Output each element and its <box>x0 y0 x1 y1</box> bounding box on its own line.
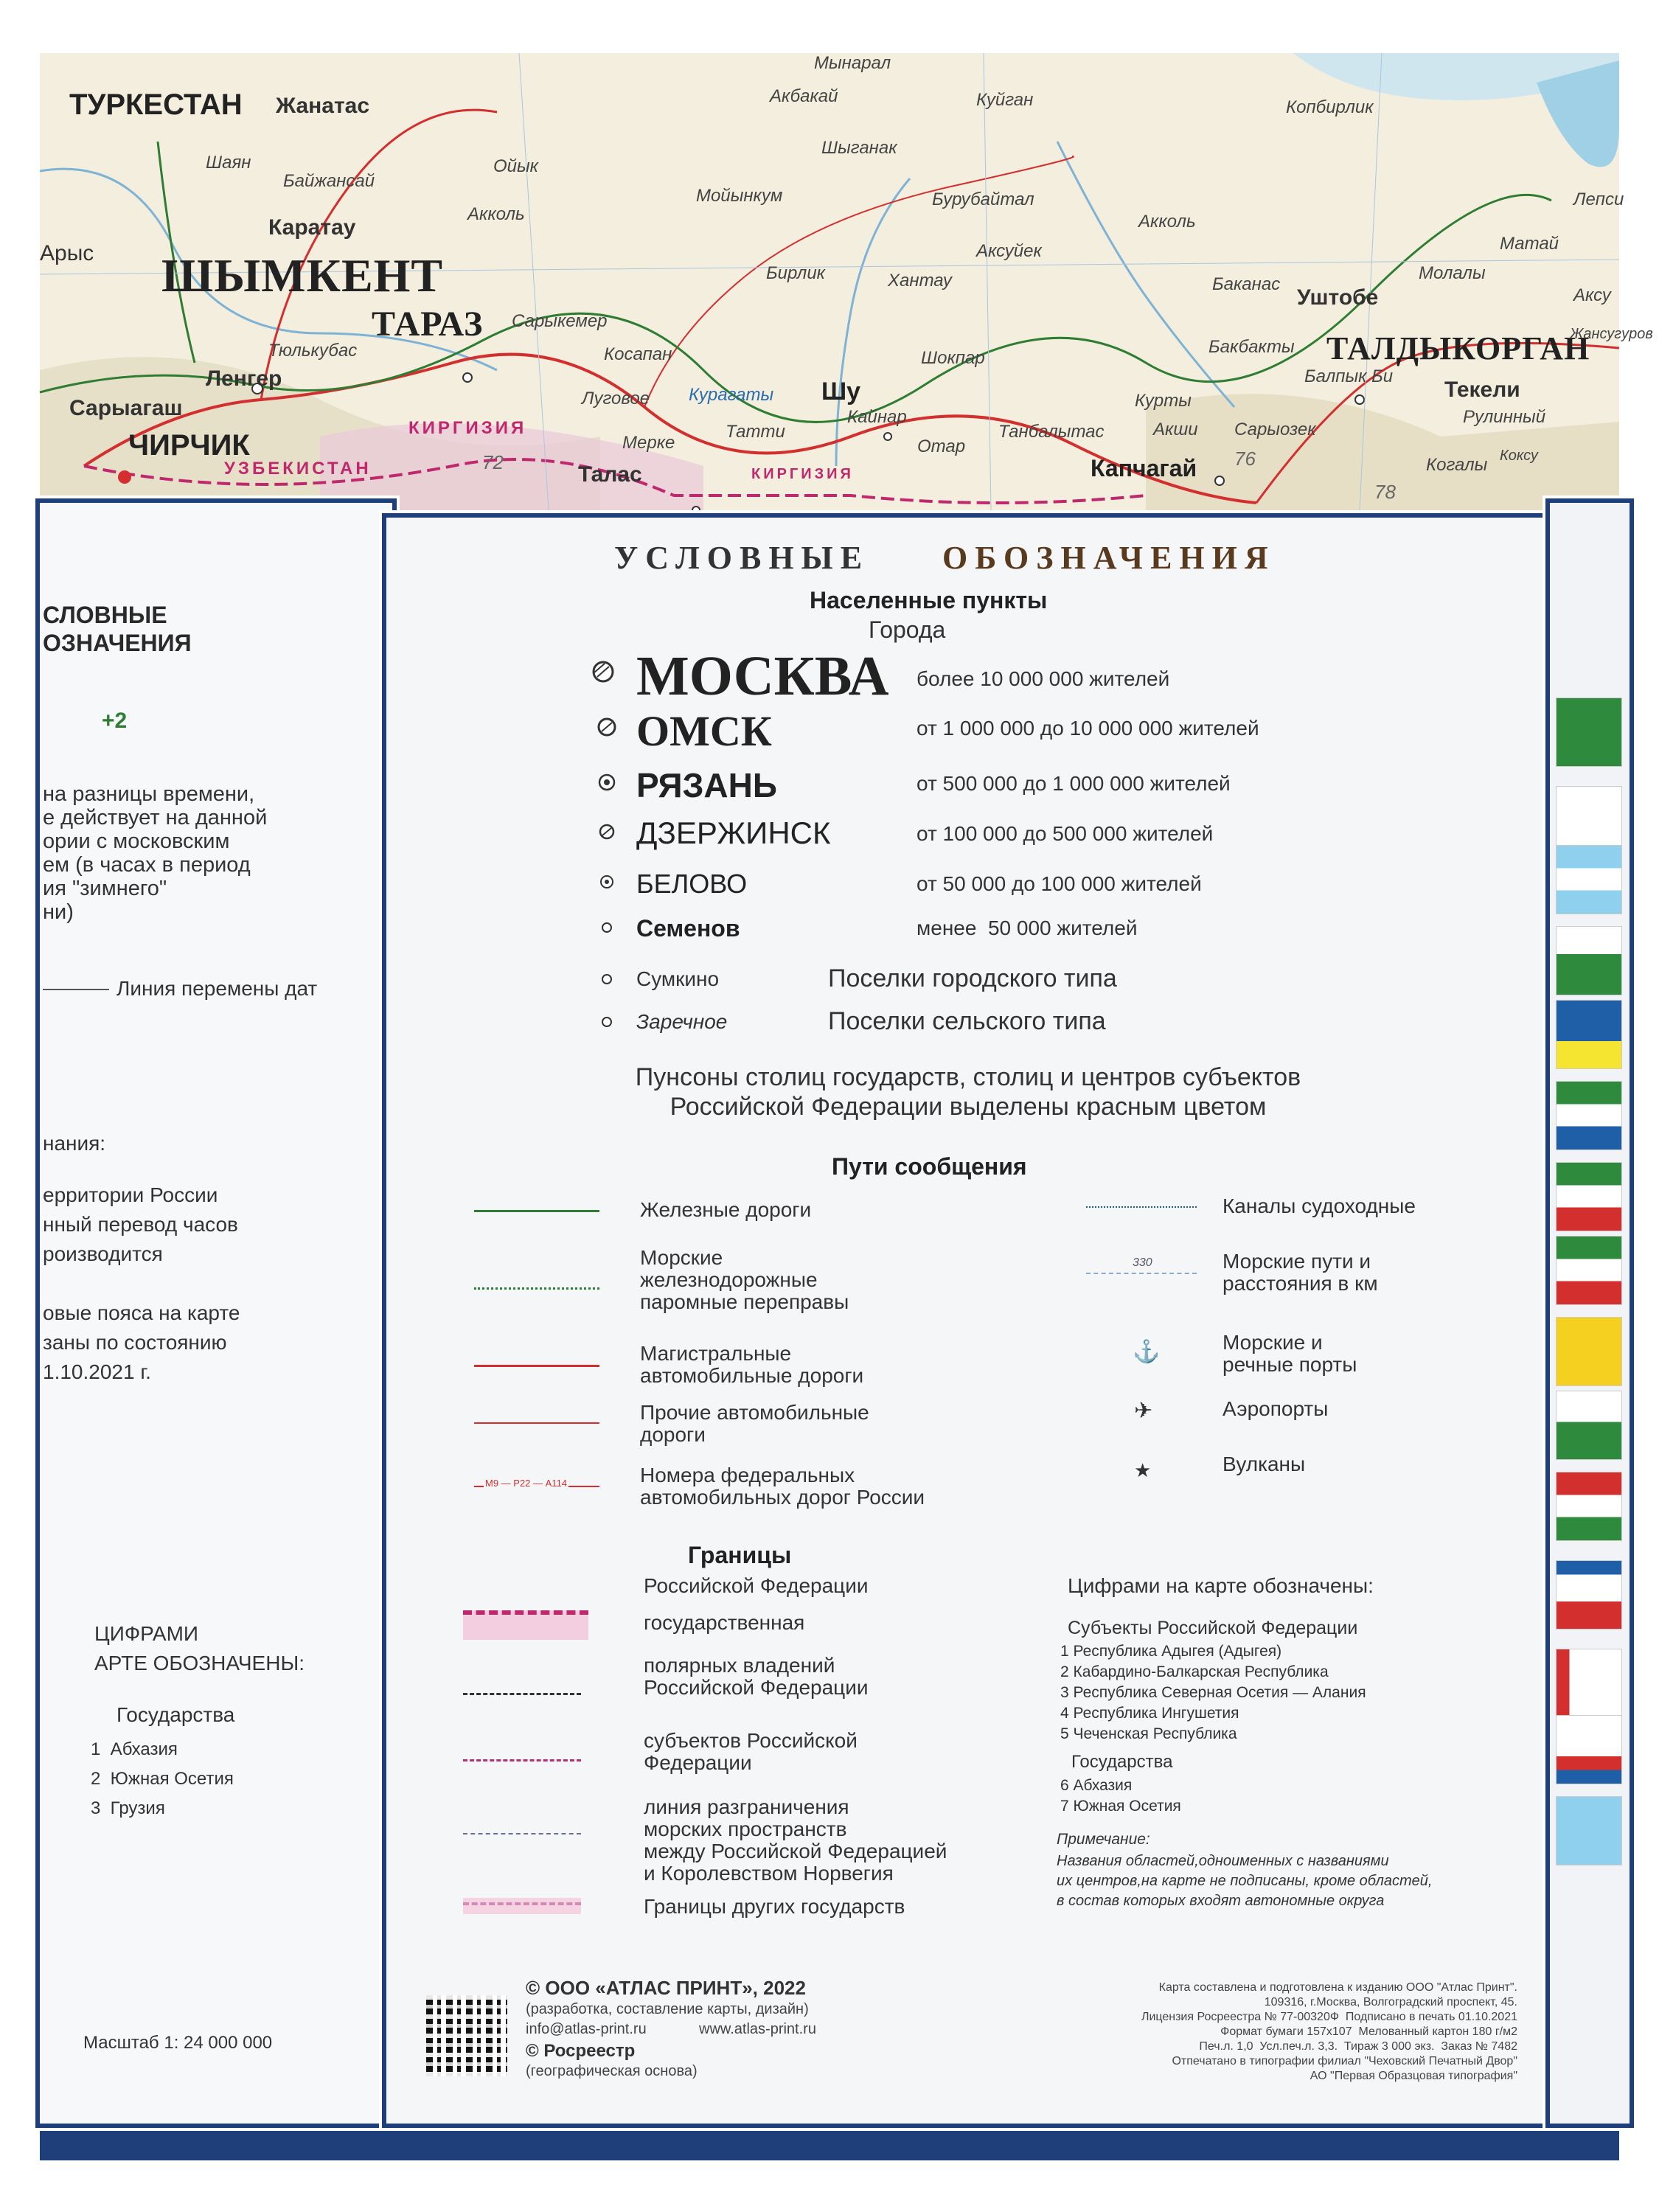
map-label-shyganak: Шыганак <box>821 138 897 158</box>
digits-title: Цифрами на карте обозначены: <box>1068 1574 1374 1597</box>
flag-yellow <box>1556 1317 1622 1386</box>
state-border-line <box>463 1610 588 1615</box>
main-legend-panel <box>379 510 1557 2131</box>
main-road-swatch <box>474 1365 599 1367</box>
map-label-kogaly: Когалы <box>1426 455 1488 475</box>
border-subjects: субъектов Российской Федерации <box>644 1729 858 1774</box>
flag-blue-white-red <box>1556 1560 1622 1630</box>
remark-title: Примечание: <box>1057 1831 1150 1848</box>
map-label-lugovoe: Луговое <box>582 389 650 408</box>
map-label-shymkent: ШЫМКЕНТ <box>161 249 444 302</box>
city-moscow: МОСКВА <box>636 645 889 707</box>
scale-label: Масштаб 1: 24 000 000 <box>83 2033 273 2053</box>
flag-green-white <box>1556 926 1622 995</box>
borders-title: Границы <box>688 1542 792 1568</box>
flag-red-white <box>1556 1649 1622 1718</box>
flag-tricolor-red <box>1556 1162 1622 1231</box>
map-label-kuygan: Куйган <box>976 90 1034 110</box>
other-border-swatch <box>463 1898 581 1914</box>
map-label-shu: Шу <box>821 378 861 406</box>
map-label-akkol-2: Акколь <box>1138 212 1196 232</box>
omsk-symbol <box>599 719 615 735</box>
date-line-swatch <box>43 989 109 990</box>
left-digits-title: ЦИФРАМИ АРТЕ ОБОЗНАЧЕНЫ: <box>94 1622 305 1674</box>
map-label-otar: Отар <box>917 437 966 456</box>
subject-1: 1 Республика Адыгея (Адыгея) <box>1060 1643 1282 1660</box>
map-number-72: 72 <box>482 451 504 473</box>
map-label-shokpar: Шокпар <box>921 348 985 368</box>
map-label-tanbalytas: Танбалытас <box>998 422 1105 442</box>
legend-title-a: УСЛОВНЫЕ <box>614 540 870 576</box>
timezone-badge: +2 <box>102 709 128 733</box>
village-zarechnoe-desc: Поселки сельского типа <box>828 1007 1106 1035</box>
copyright-atlas-note: (разработка, составление карты, дизайн) <box>526 2001 809 2017</box>
subjects-title: Субъекты Российской Федерации <box>1068 1618 1358 1638</box>
route-ferry: Морские железнодорожные паромные переправы <box>640 1246 849 1313</box>
subject-4: 4 Республика Ингушетия <box>1060 1705 1239 1722</box>
map-label-tatti: Татти <box>726 422 785 442</box>
map-label-khantau: Хантау <box>888 271 952 291</box>
imprint-text: Карта составлена и подготовлена к изданию ООО "Атлас Принт". 109316, г.Москва, Волгоградский проспект, 45. Лицензия Росреестра № 77-00320Ф Подписано в печать 01.10.2021 Формат бумаги 157х107 Мелованный картон 180 г/м2 Печ.л. 1,0 Усл.печ.л. 3,3. Тираж 3 000 экз. Заказ № 7482 Отпечатано в типографии филиал "Чеховский Печатный Двор" АО "Первая Образцовая типография" <box>1141 1981 1517 2082</box>
notes-title: нания: <box>43 1132 106 1155</box>
map-label-taraz: ТАРАЗ <box>372 305 484 344</box>
map-label-kaynar: Кайнар <box>847 407 907 427</box>
left-title-line1: СЛОВНЫЕ <box>43 602 167 628</box>
map-label-burubaytal: Бурубайтал <box>932 189 1034 209</box>
border-maritime: линия разграничения морских пространств между Российской Федерацией и Королевством Норвегия <box>644 1795 947 1885</box>
other-road-swatch <box>474 1422 599 1424</box>
maritime-border-swatch <box>463 1833 581 1834</box>
village-zarechnoe: Заречное <box>636 1010 728 1033</box>
route-ports: Морские и речные порты <box>1222 1331 1357 1376</box>
map-label-arys: Арыс <box>40 241 94 265</box>
map-number-78: 78 <box>1374 481 1396 503</box>
state-border-swatch <box>463 1610 588 1640</box>
copyright-rosreestr: © Росреестр <box>526 2041 636 2061</box>
railway-swatch <box>474 1210 599 1212</box>
route-road-numbers: Номера федеральных автомобильных дорог России <box>640 1464 925 1509</box>
map-label-lepsi: Лепси <box>1573 189 1624 209</box>
flag-light-blue <box>1556 1796 1622 1865</box>
route-main-road: Магистральные автомобильные дороги <box>640 1342 864 1387</box>
sea-route-swatch <box>1086 1273 1197 1274</box>
other-border-line <box>463 1902 581 1905</box>
map-label-moyynkum: Мойынкум <box>696 186 783 206</box>
map-label-kyrgyzstan-2: КИРГИЗИЯ <box>751 466 854 482</box>
volcano-icon: ★ <box>1134 1459 1152 1481</box>
border-state: государственная <box>644 1611 805 1634</box>
copyright-atlas: © ООО «АТЛАС ПРИНТ», 2022 <box>526 1977 806 1999</box>
map-label-uzbekistan: УЗБЕКИСТАН <box>224 459 372 479</box>
map-label-merke: Мерке <box>622 433 675 453</box>
map-label-zhanatas: Жанатас <box>276 94 370 118</box>
city-moscow-desc: более 10 000 000 жителей <box>917 667 1170 690</box>
map-label-ushtobe: Уштобе <box>1297 285 1379 310</box>
flag-blue-yellow <box>1556 1000 1622 1069</box>
city-ryazan-desc: от 500 000 до 1 000 000 жителей <box>917 772 1231 795</box>
city-dzerzhinsk: ДЗЕРЖИНСК <box>636 815 831 850</box>
map-label-zhansugurov: Жансугуров <box>1570 326 1653 342</box>
copyright-rosreestr-note: (географическая основа) <box>526 2063 698 2079</box>
map-label-oyyk: Ойык <box>493 156 539 176</box>
map-label-matay: Матай <box>1500 234 1559 254</box>
map-label-talas: Талас <box>578 462 642 487</box>
border-polar: полярных владений Российской Федерации <box>644 1654 869 1699</box>
map-label-saryagash: Сарыагаш <box>69 396 183 420</box>
border-other: Границы других государств <box>644 1895 905 1918</box>
map-label-chirchik: ЧИРЧИК <box>128 429 250 462</box>
borders-subtitle: Российской Федерации <box>644 1574 869 1597</box>
city-belovo: БЕЛОВО <box>636 869 748 899</box>
map-photo <box>40 53 1653 2160</box>
map-label-rulinny: Рулинный <box>1463 407 1546 427</box>
legend-title-b: ОБОЗНАЧЕНИЯ <box>942 540 1276 576</box>
contact-email[interactable]: info@atlas-print.ru <box>526 2021 647 2037</box>
legend-state-6: 6 Абхазия <box>1060 1777 1133 1794</box>
map-label-kopbirlik: Копбирлик <box>1286 97 1374 117</box>
left-legend-panel <box>32 495 400 2131</box>
flags-panel <box>1543 495 1637 2131</box>
flag-white-red-blue <box>1556 1715 1622 1784</box>
map-label-kurty: Курты <box>1135 391 1192 411</box>
settlements-title: Населенные пункты <box>810 587 1048 613</box>
legend-states-title: Государства <box>1071 1752 1173 1772</box>
remark-text: Названия областей,одноименных с названиями их центров,на карте не подписаны, кроме областей, в состав которых входят автономные округа <box>1057 1853 1433 1909</box>
belovo-symbol <box>601 876 613 888</box>
map-label-tekeli: Текели <box>1444 378 1520 402</box>
map-label-molaly: Молалы <box>1419 263 1486 283</box>
route-railway: Железные дороги <box>640 1198 812 1221</box>
left-states-title: Государства <box>116 1703 235 1726</box>
map-label-bakbakty: Бакбакты <box>1208 337 1295 357</box>
map-label-akkol: Акколь <box>467 204 525 224</box>
routes-title: Пути сообщения <box>832 1153 1027 1180</box>
contact-site[interactable]: www.atlas-print.ru <box>699 2021 816 2037</box>
map-label-akshi: Акши <box>1153 420 1198 439</box>
map-label-bayzhansay: Байжансай <box>283 171 375 191</box>
ferry-swatch <box>474 1287 599 1290</box>
semenov-symbol <box>602 923 611 932</box>
sea-distance-sample: 330 <box>1130 1256 1155 1270</box>
notes-text: ерритории России нный перевод часов роизводится овые пояса на карте заны по состоянию 1.10.2021 г. <box>43 1183 240 1383</box>
map-label-saryozek: Сарыозек <box>1234 420 1316 439</box>
route-canal: Каналы судоходные <box>1222 1194 1416 1217</box>
city-omsk-desc: от 1 000 000 до 10 000 000 жителей <box>917 717 1259 740</box>
map-label-kosapan: Косапан <box>604 344 672 364</box>
left-state-2: 2 Южная Осетия <box>91 1769 234 1789</box>
legend-state-7: 7 Южная Осетия <box>1060 1798 1181 1815</box>
map-number-76: 76 <box>1234 448 1256 470</box>
flag-blue-white <box>1556 845 1622 914</box>
map-label-kyrgyzstan: КИРГИЗИЯ <box>408 418 527 438</box>
map-label-shayan: Шаян <box>206 153 251 173</box>
subject-3: 3 Республика Северная Осетия — Алания <box>1060 1684 1366 1701</box>
map-label-aksuyek: Аксуйек <box>976 241 1042 261</box>
map-label-birlik: Бирлик <box>766 263 826 283</box>
date-line-label: Линия перемены дат <box>116 977 318 1000</box>
map-label-balpyk-bi: Балпык Би <box>1304 366 1394 386</box>
map-label-tyulkubas: Тюлькубас <box>268 341 358 361</box>
route-volcanoes: Вулканы <box>1222 1453 1306 1475</box>
zarechnoe-symbol <box>602 1018 611 1026</box>
map-label-akbakay: Акбакай <box>770 86 838 106</box>
route-airports: Аэропорты <box>1222 1397 1329 1420</box>
village-sumkino: Сумкино <box>636 967 720 990</box>
flag-green-white-blue <box>1556 1081 1622 1150</box>
city-semenov-desc: менее 50 000 жителей <box>917 917 1138 939</box>
qr-code-overlay <box>426 1995 507 2076</box>
anchor-icon: ⚓ <box>1133 1340 1161 1364</box>
map-label-koksu: Коксу <box>1500 448 1538 464</box>
ryazan-symbol <box>599 775 614 790</box>
timezone-text: на разницы времени, е действует на данной ории с московским ем (в часах в период ия "зимнего" ни) <box>43 782 268 924</box>
city-semenov: Семенов <box>636 915 740 942</box>
left-state-1: 1 Абхазия <box>91 1739 178 1759</box>
route-other-road: Прочие автомобильные дороги <box>640 1401 869 1446</box>
road-numbers-sample: М9 — Р22 — А114 <box>485 1478 568 1489</box>
village-sumkino-desc: Поселки городского типа <box>828 964 1117 992</box>
map-label-kuragaty: Курагаты <box>689 385 774 405</box>
left-title-line2: ОЗНАЧЕНИЯ <box>43 630 192 656</box>
left-state-3: 3 Грузия <box>91 1798 165 1818</box>
punsons-note: Пунсоны столиц государств, столиц и центров субъектов Российской Федерации выделены красным цветом <box>635 1063 1301 1121</box>
map-label-sarykemer: Сарыкемер <box>512 311 608 331</box>
route-sea: Морские пути и расстояния в км <box>1222 1250 1378 1295</box>
map-label-kapchagay: Капчагай <box>1091 455 1197 481</box>
dzerzhinsk-symbol <box>600 825 613 838</box>
subject-border-swatch <box>463 1759 581 1761</box>
city-omsk: ОМСК <box>636 707 772 755</box>
moscow-symbol <box>594 662 613 681</box>
subject-2: 2 Кабардино-Балкарская Республика <box>1060 1663 1329 1680</box>
flag-red-white-green <box>1556 1472 1622 1541</box>
flag-green-white-red <box>1556 1236 1622 1305</box>
map-area <box>40 53 1653 510</box>
city-dzerzhinsk-desc: от 100 000 до 500 000 жителей <box>917 822 1214 845</box>
city-ryazan: РЯЗАНЬ <box>636 766 777 804</box>
flag-adygea <box>1556 698 1622 767</box>
cities-title: Города <box>869 616 946 643</box>
map-label-taldykorgan: ТАЛДЫКОРГАН <box>1326 330 1590 366</box>
map-label-turkestan: ТУРКЕСТАН <box>69 88 243 121</box>
map-label-lenger: Ленгер <box>206 366 282 391</box>
map-label-mynaral: Мынарал <box>814 53 891 73</box>
subject-5: 5 Чеченская Республика <box>1060 1725 1237 1742</box>
sumkino-symbol <box>602 975 611 984</box>
city-belovo-desc: от 50 000 до 100 000 жителей <box>917 872 1202 895</box>
map-label-bakanas: Баканас <box>1212 274 1281 294</box>
canal-swatch <box>1086 1206 1197 1208</box>
map-label-karatau: Каратау <box>268 215 356 240</box>
polar-border-swatch <box>463 1693 581 1695</box>
map-label-aksu: Аксу <box>1573 285 1611 305</box>
flag-white-green <box>1556 1391 1622 1460</box>
airport-icon: ✈ <box>1134 1399 1153 1423</box>
